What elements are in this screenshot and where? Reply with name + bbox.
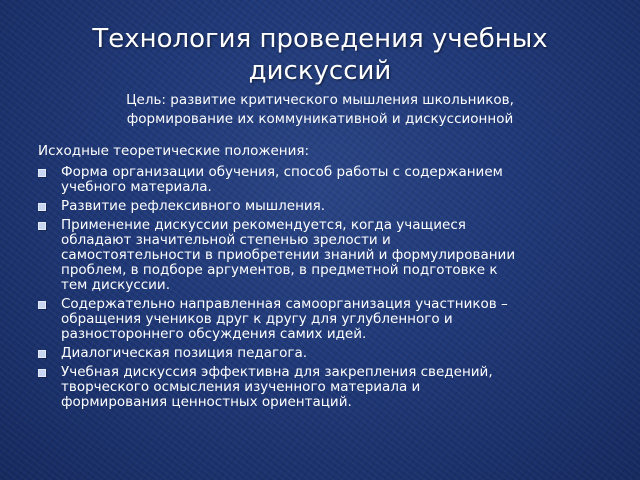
bullet-item xyxy=(38,346,606,361)
bullet-item-text: проблем, в подборе аргументов, в предметной подготовке к xyxy=(61,262,498,278)
bullet-item-text: творческого осмысления изученного материала и xyxy=(61,379,421,395)
square-bullet-icon xyxy=(38,350,46,358)
bullet-item xyxy=(38,165,606,195)
bullet-item-text: Учебная дискуссия эффективна для закрепления сведений, xyxy=(61,364,493,380)
slide-title xyxy=(40,23,600,87)
square-bullet-icon xyxy=(38,369,46,377)
bullet-item-text: тем дискуссии. xyxy=(61,277,171,293)
bullet-item-text: Развитие рефлексивного мышления. xyxy=(61,198,326,214)
bullet-item-text: самостоятельности в приобретении знаний и формулировании xyxy=(61,247,516,263)
bullet-item-text: обращения учеников друг к другу для углубленного и xyxy=(61,311,453,327)
bullet-item xyxy=(38,218,606,293)
bullet-item-text: Применение дискуссии рекомендуется, когда учащиеся xyxy=(61,217,466,233)
bullet-item xyxy=(38,297,606,342)
bullet-item-text: учебного материала. xyxy=(61,179,212,195)
bullet-item-text: Диалогическая позиция педагога. xyxy=(61,345,308,361)
bullet-item xyxy=(38,199,606,214)
square-bullet-icon xyxy=(38,301,46,309)
bullet-item-text: разностороннего обсуждения самих идей. xyxy=(61,326,367,342)
square-bullet-icon xyxy=(38,222,46,230)
slide-body xyxy=(38,144,606,414)
bullet-list xyxy=(38,165,606,410)
square-bullet-icon xyxy=(38,203,46,211)
bullet-item-text: Форма организации обучения, способ работы с содержанием xyxy=(61,164,503,180)
lead-text: Исходные теоретические положения: xyxy=(38,143,310,159)
slide-title-line: Технология проведения учебных xyxy=(92,24,548,54)
slide-subtitle-line: формирование их коммуникативной и дискуссионной xyxy=(126,111,514,127)
bullet-item-text: Содержательно направленная самоорганизация участников – xyxy=(61,296,508,312)
slide-title-line: дискуссий xyxy=(248,56,392,86)
bullet-item-text: формирования ценностных ориентаций. xyxy=(61,394,352,410)
slide-subtitle xyxy=(40,91,600,129)
slide-subtitle-line: Цель: развитие критического мышления школьников, xyxy=(126,92,514,108)
square-bullet-icon xyxy=(38,169,46,177)
bullet-item-text: обладают значительной степенью зрелости и xyxy=(61,232,391,248)
bullet-item xyxy=(38,365,606,410)
